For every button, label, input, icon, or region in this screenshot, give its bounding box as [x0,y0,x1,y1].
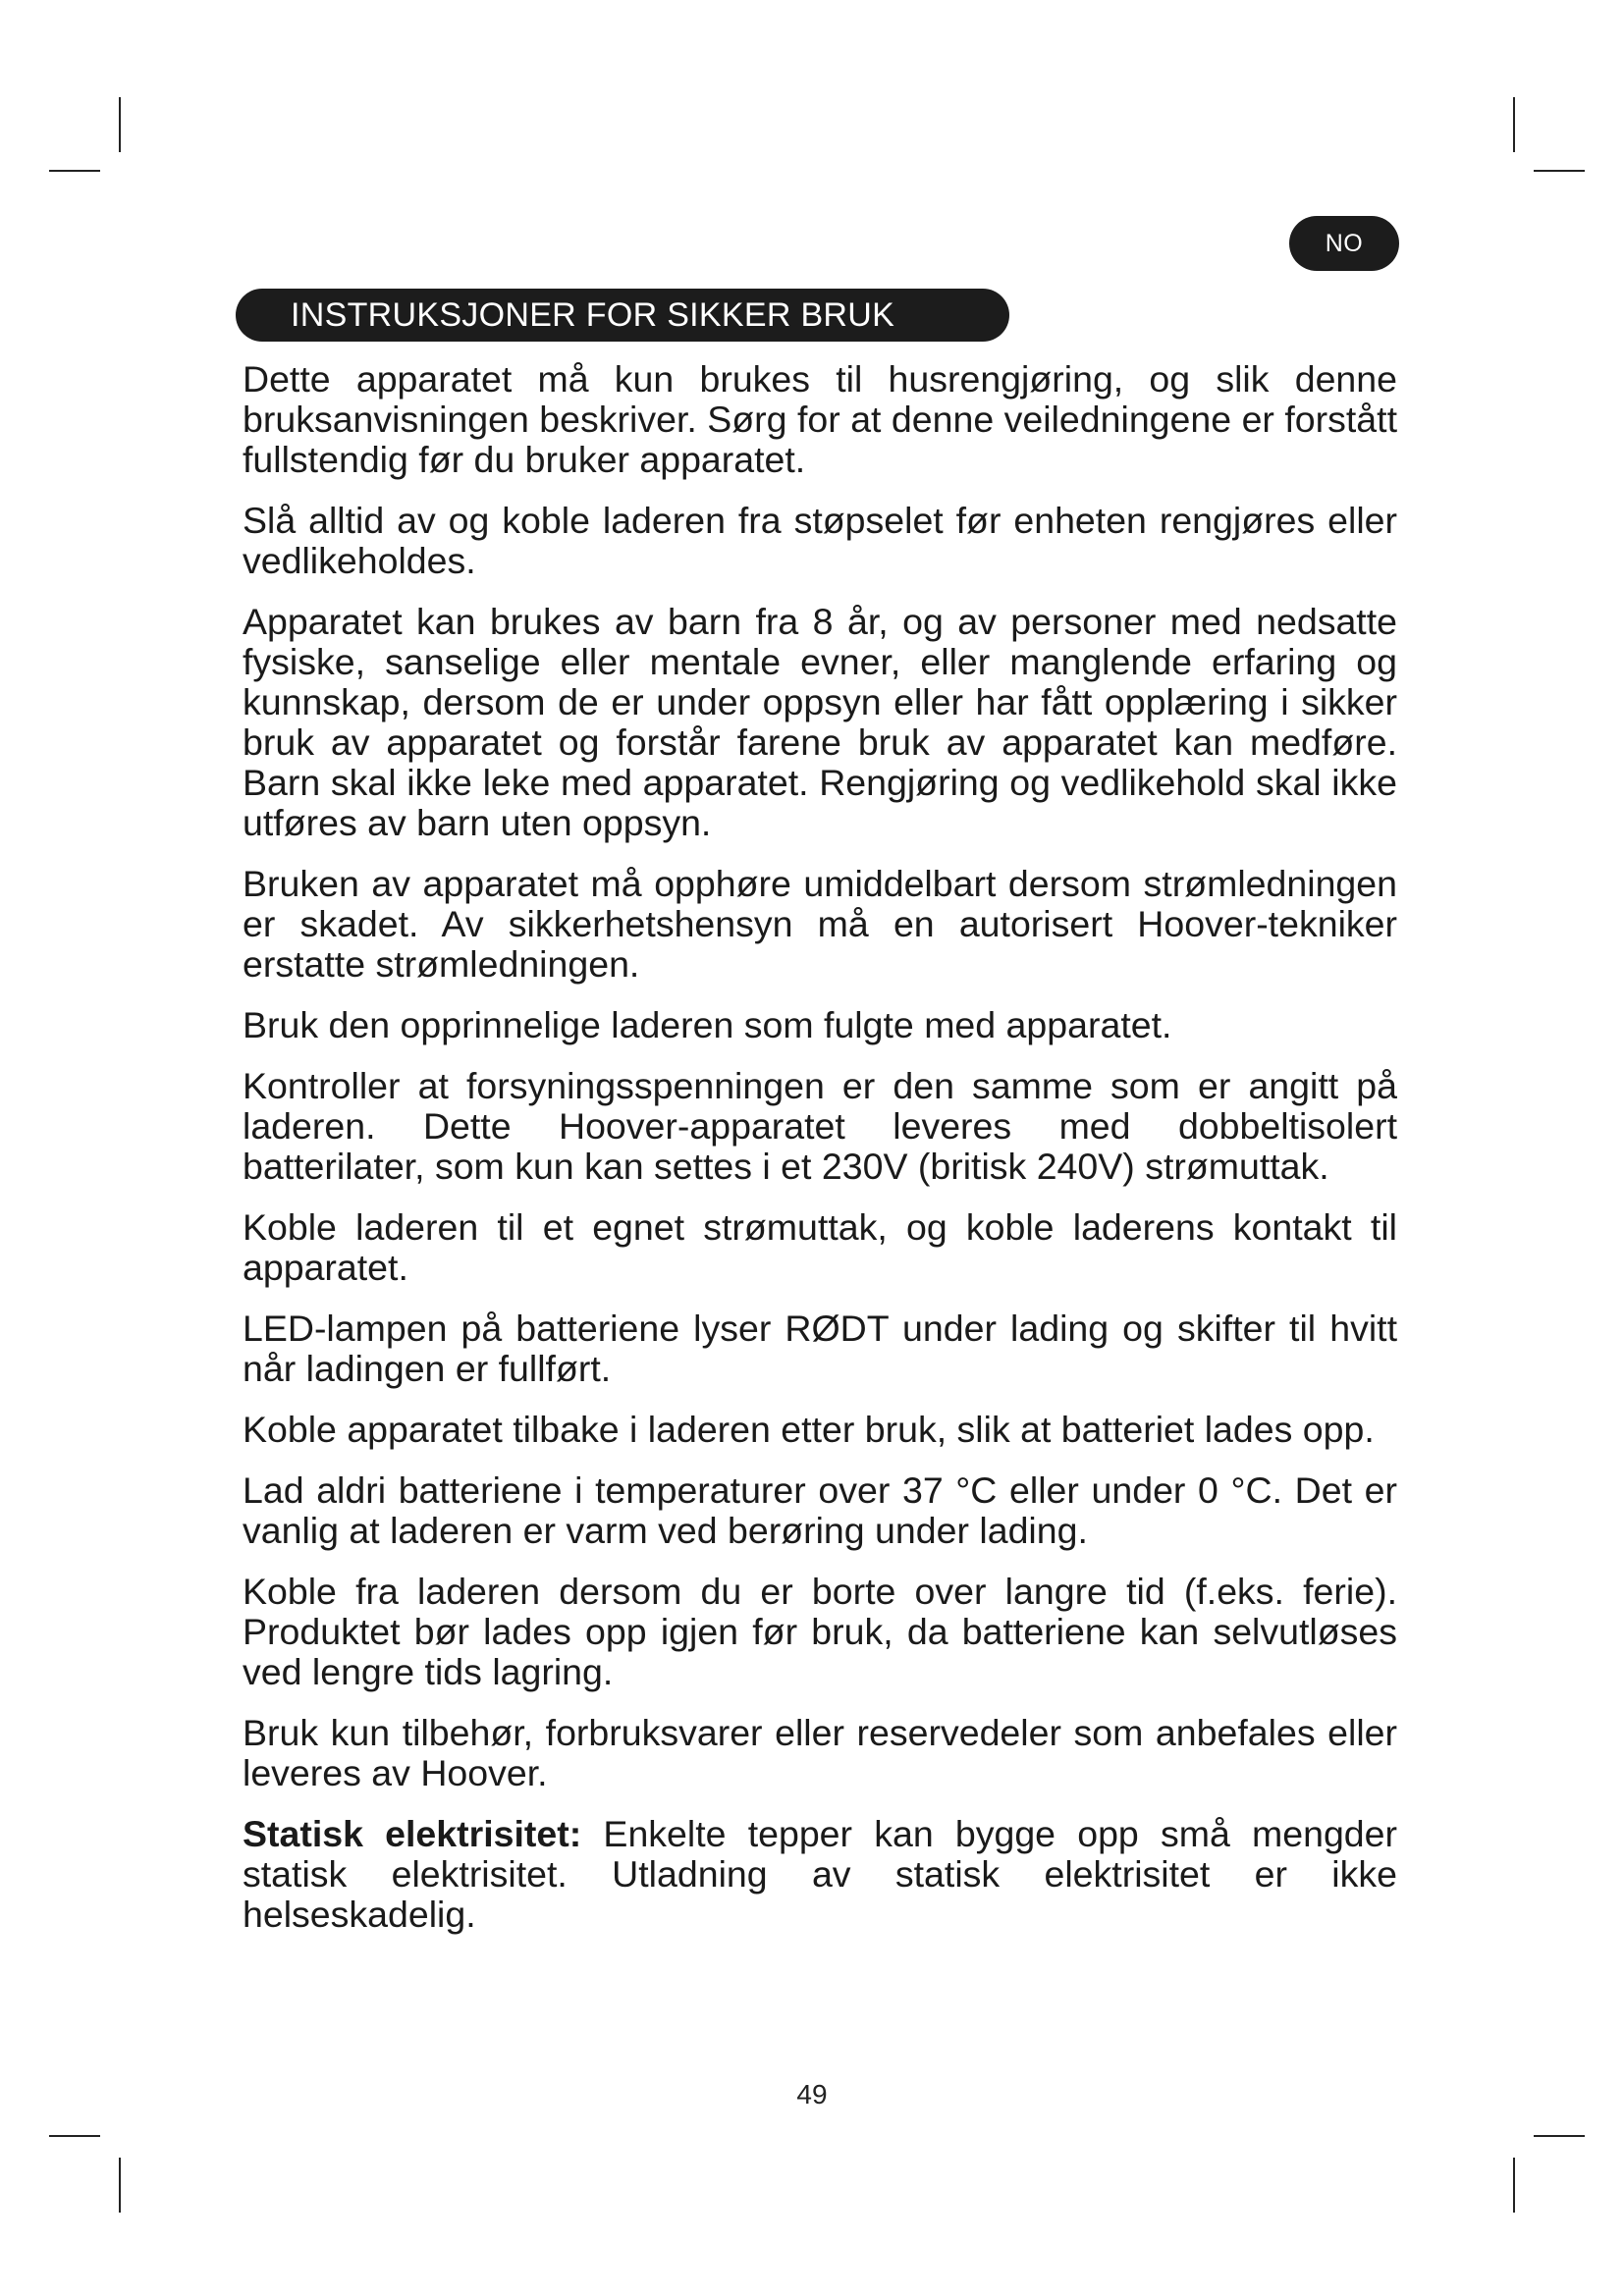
page-number: 49 [796,2079,828,2109]
crop-mark-top-left-vertical [119,97,121,152]
static-electricity-text: Enkelte tepper kan bygge opp små mengder statisk elektrisitet. Utladning av statisk elektrisitet er ikke helseskadelig. [243,1813,1397,1935]
crop-mark-bottom-left-vertical [119,2158,121,2213]
paragraph-intended-use: Dette apparatet må kun brukes til husrengjøring, og slik denne bruksanvisningen beskriver. Sørg for at denne veiledningene er forstått fullstendig før du bruker apparatet. [243,358,1397,480]
crop-mark-top-right-horizontal [1534,170,1585,172]
paragraph-led-lamp: LED-lampen på batteriene lyser RØDT under lading og skifter til hvitt når ladingen er fullført. [243,1308,1397,1389]
crop-mark-bottom-right-vertical [1513,2158,1515,2213]
paragraph-children-supervision: Apparatet kan brukes av barn fra 8 år, og av personer med nedsatte fysiske, sanselige eller mentale evner, eller manglende erfaring og kunnskap, dersom de er under oppsyn eller har fått opplæring i sikker bruk av apparatet og forstår farene bruk av apparatet kan medføre. Barn skal ikke leke med apparatet. Rengjøring og vedlikehold skal ikke utføres av barn uten oppsyn. [243,601,1397,843]
crop-mark-top-left-horizontal [49,170,100,172]
static-electricity-heading: Statisk elektrisitet: [243,1813,582,1854]
paragraph-supply-voltage: Kontroller at forsyningsspenningen er den samme som er angitt på laderen. Dette Hoover-apparatet leveres med dobbeltisolert batterilater, som kun kan settes i et 230V (britisk 240V) strømuttak. [243,1065,1397,1187]
paragraph-damaged-cord: Bruken av apparatet må opphøre umiddelbart dersom strømledningen er skadet. Av sikkerhetshensyn må en autorisert Hoover-tekniker erstatte strømledningen. [243,863,1397,985]
section-title: INSTRUKSJONER FOR SIKKER BRUK [236,289,1009,342]
paragraph-disconnect-when-away: Koble fra laderen dersom du er borte over langre tid (f.eks. ferie). Produktet bør lades opp igjen før bruk, da batteriene kan selvutløses ved lengre tids lagring. [243,1571,1397,1692]
paragraph-accessories: Bruk kun tilbehør, forbruksvarer eller reservedeler som anbefales eller leveres av Hoover. [243,1712,1397,1793]
paragraph-unplug-before-cleaning: Slå alltid av og koble laderen fra støpselet før enheten rengjøres eller vedlikeholdes. [243,500,1397,581]
crop-mark-bottom-right-horizontal [1534,2135,1585,2137]
paragraph-recharge-after-use: Koble apparatet tilbake i laderen etter bruk, slik at batteriet lades opp. [243,1409,1375,1450]
safety-instructions [243,359,1397,1955]
paragraph-connect-charger: Koble laderen til et egnet strømuttak, og koble laderens kontakt til apparatet. [243,1206,1397,1288]
paragraph-original-charger: Bruk den opprinnelige laderen som fulgte med apparatet. [243,1004,1172,1045]
language-badge: NO [1289,216,1399,271]
crop-mark-top-right-vertical [1513,97,1515,152]
paragraph-temperature-limits: Lad aldri batteriene i temperaturer over 37 °C eller under 0 °C. Det er vanlig at laderen er varm ved berøring under lading. [243,1469,1397,1551]
crop-mark-bottom-left-horizontal [49,2135,100,2137]
paragraph-static-electricity [243,1814,1397,1935]
